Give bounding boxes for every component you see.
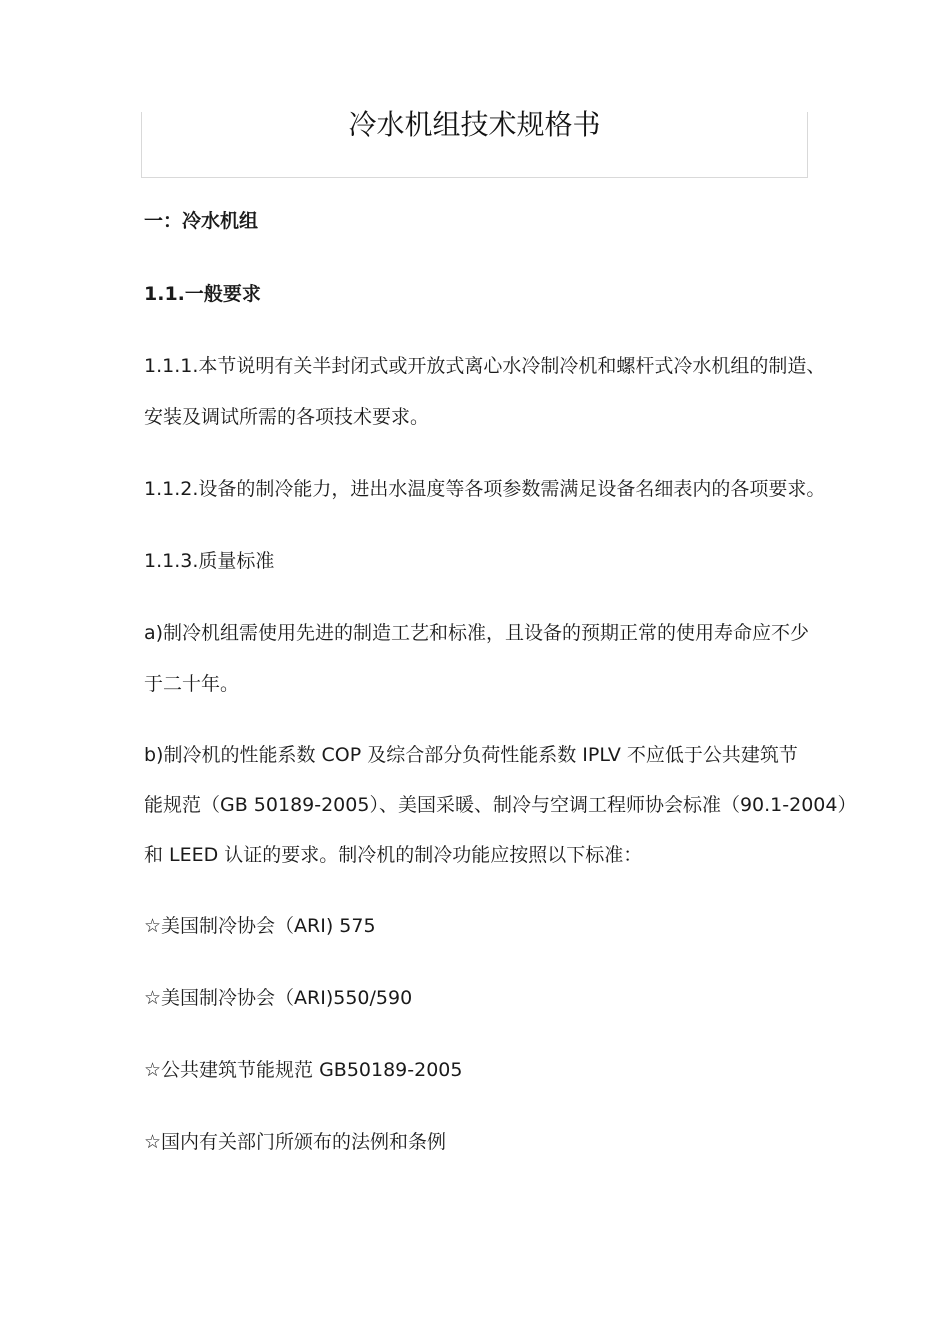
- paragraph-1-1-3: 1.1.3.质量标准: [144, 550, 275, 572]
- paragraph-a-line-1: a)制冷机组需使用先进的制造工艺和标准，且设备的预期正常的使用寿命应不少: [144, 622, 810, 644]
- standard-item: ☆公共建筑节能规范 GB50189-2005: [144, 1059, 463, 1081]
- subsection-heading: 1.1.一般要求: [144, 283, 261, 305]
- paragraph-1-1-2: 1.1.2.设备的制冷能力，进出水温度等各项参数需满足设备名细表内的各项要求。: [144, 478, 826, 500]
- paragraph-b-line-2: 能规范（GB 50189-2005）、美国采暖、制冷与空调工程师协会标准（90.1-2004）: [144, 794, 857, 816]
- paragraph-1-1-1-line-2: 安装及调试所需的各项技术要求。: [144, 406, 430, 428]
- section-heading: 一：冷水机组: [144, 210, 259, 232]
- paragraph-b-line-3: 和 LEED 认证的要求。制冷机的制冷功能应按照以下标准：: [144, 844, 643, 866]
- standard-item: ☆国内有关部门所颁布的法例和条例: [144, 1131, 447, 1153]
- paragraph-b-line-1: b)制冷机的性能系数 COP 及综合部分负荷性能系数 IPLV 不应低于公共建筑节: [144, 744, 798, 766]
- standard-item: ☆美国制冷协会（ARI) 575: [144, 915, 376, 937]
- paragraph-a-line-2: 于二十年。: [144, 673, 240, 695]
- paragraph-1-1-1-line-1: 1.1.1.本节说明有关半封闭式或开放式离心水冷制冷机和螺杆式冷水机组的制造、: [144, 355, 826, 377]
- standard-item: ☆美国制冷协会（ARI)550/590: [144, 987, 413, 1009]
- title-box: [141, 108, 808, 178]
- document-title: 冷水机组技术规格书: [348, 108, 601, 141]
